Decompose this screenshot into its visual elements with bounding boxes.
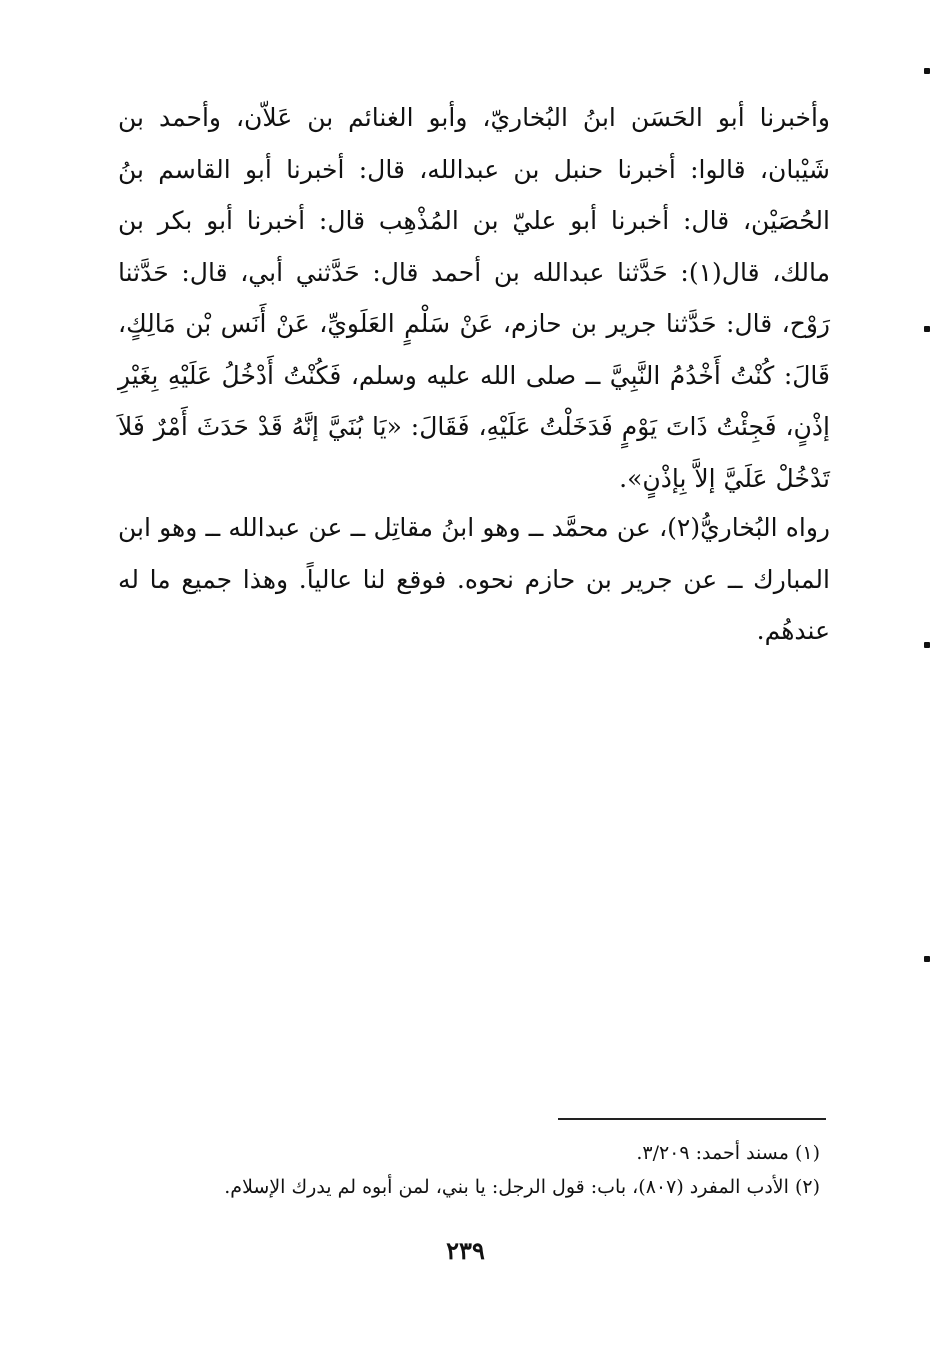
- body-paragraph-2: [118, 502, 830, 657]
- scan-edge-mark: [924, 642, 930, 648]
- page-number: ٢٣٩: [446, 1236, 485, 1265]
- footnotes: [170, 1136, 820, 1204]
- body-paragraph-1: [118, 92, 830, 504]
- scan-edge-mark: [924, 68, 930, 74]
- footnote-2: (٢) الأدب المفرد (٨٠٧)، باب: قول الرجل: يا بني، لمن أبوه لم يدرك الإسلام.: [224, 1176, 820, 1198]
- paragraph-1-text: وأخبرنا أبو الحَسَن ابنُ البُخاريّ، وأبو الغنائم بن عَلاّن، وأحمد بن شَيْبان، قالوا: أخبرنا حنبل بن عبدالله، قال: أخبرنا أبو القاسم بنُ الحُصَيْن، قال: أخبرنا أبو عليّ بن المُذْهِب قال: أخبرنا أبو بكر بن مالك، قال(١): حَدَّثنا عبدالله بن أحمد قال: حَدَّثني أبي، قال: حَدَّثنا رَوْح، قال: حَدَّثنا جرير بن حازم، عَنْ سَلْمٍ العَلَويِّ، عَنْ أَنَس بْن مَالِكٍ، قَالَ: كُنْتُ أَخْدُمُ النَّبِيَّ ــ صلى الله عليه وسلم، فَكُنْتُ أَدْخُلُ عَلَيْهِ بِغَيْرِ إذْنٍ، فَجِئْتُ ذَاتَ يَوْمٍ فَدَخَلْتُ عَلَيْهِ، فَقَالَ: «يَا بُنَيَّ إنَّهُ قَدْ حَدَثَ أَمْرٌ فَلاَ تَدْخُلْ عَلَيَّ إلاَّ بِإذْنٍ».: [118, 103, 830, 493]
- paragraph-2-text: رواه البُخاريُّ(٢)، عن محمَّد ــ وهو ابنُ مقاتِل ــ عن عبدالله ــ وهو ابن المبارك ــ عن جرير بن حازم نحوه. فوقع لنا عالياً. وهذا جميع ما له عندهُم.: [118, 513, 830, 645]
- scan-edge-mark: [924, 956, 930, 962]
- scan-edge-mark: [924, 326, 930, 332]
- footnote-separator: [558, 1118, 826, 1120]
- footnote-1: (١) مسند أحمد: ٣/٢٠٩.: [636, 1142, 820, 1164]
